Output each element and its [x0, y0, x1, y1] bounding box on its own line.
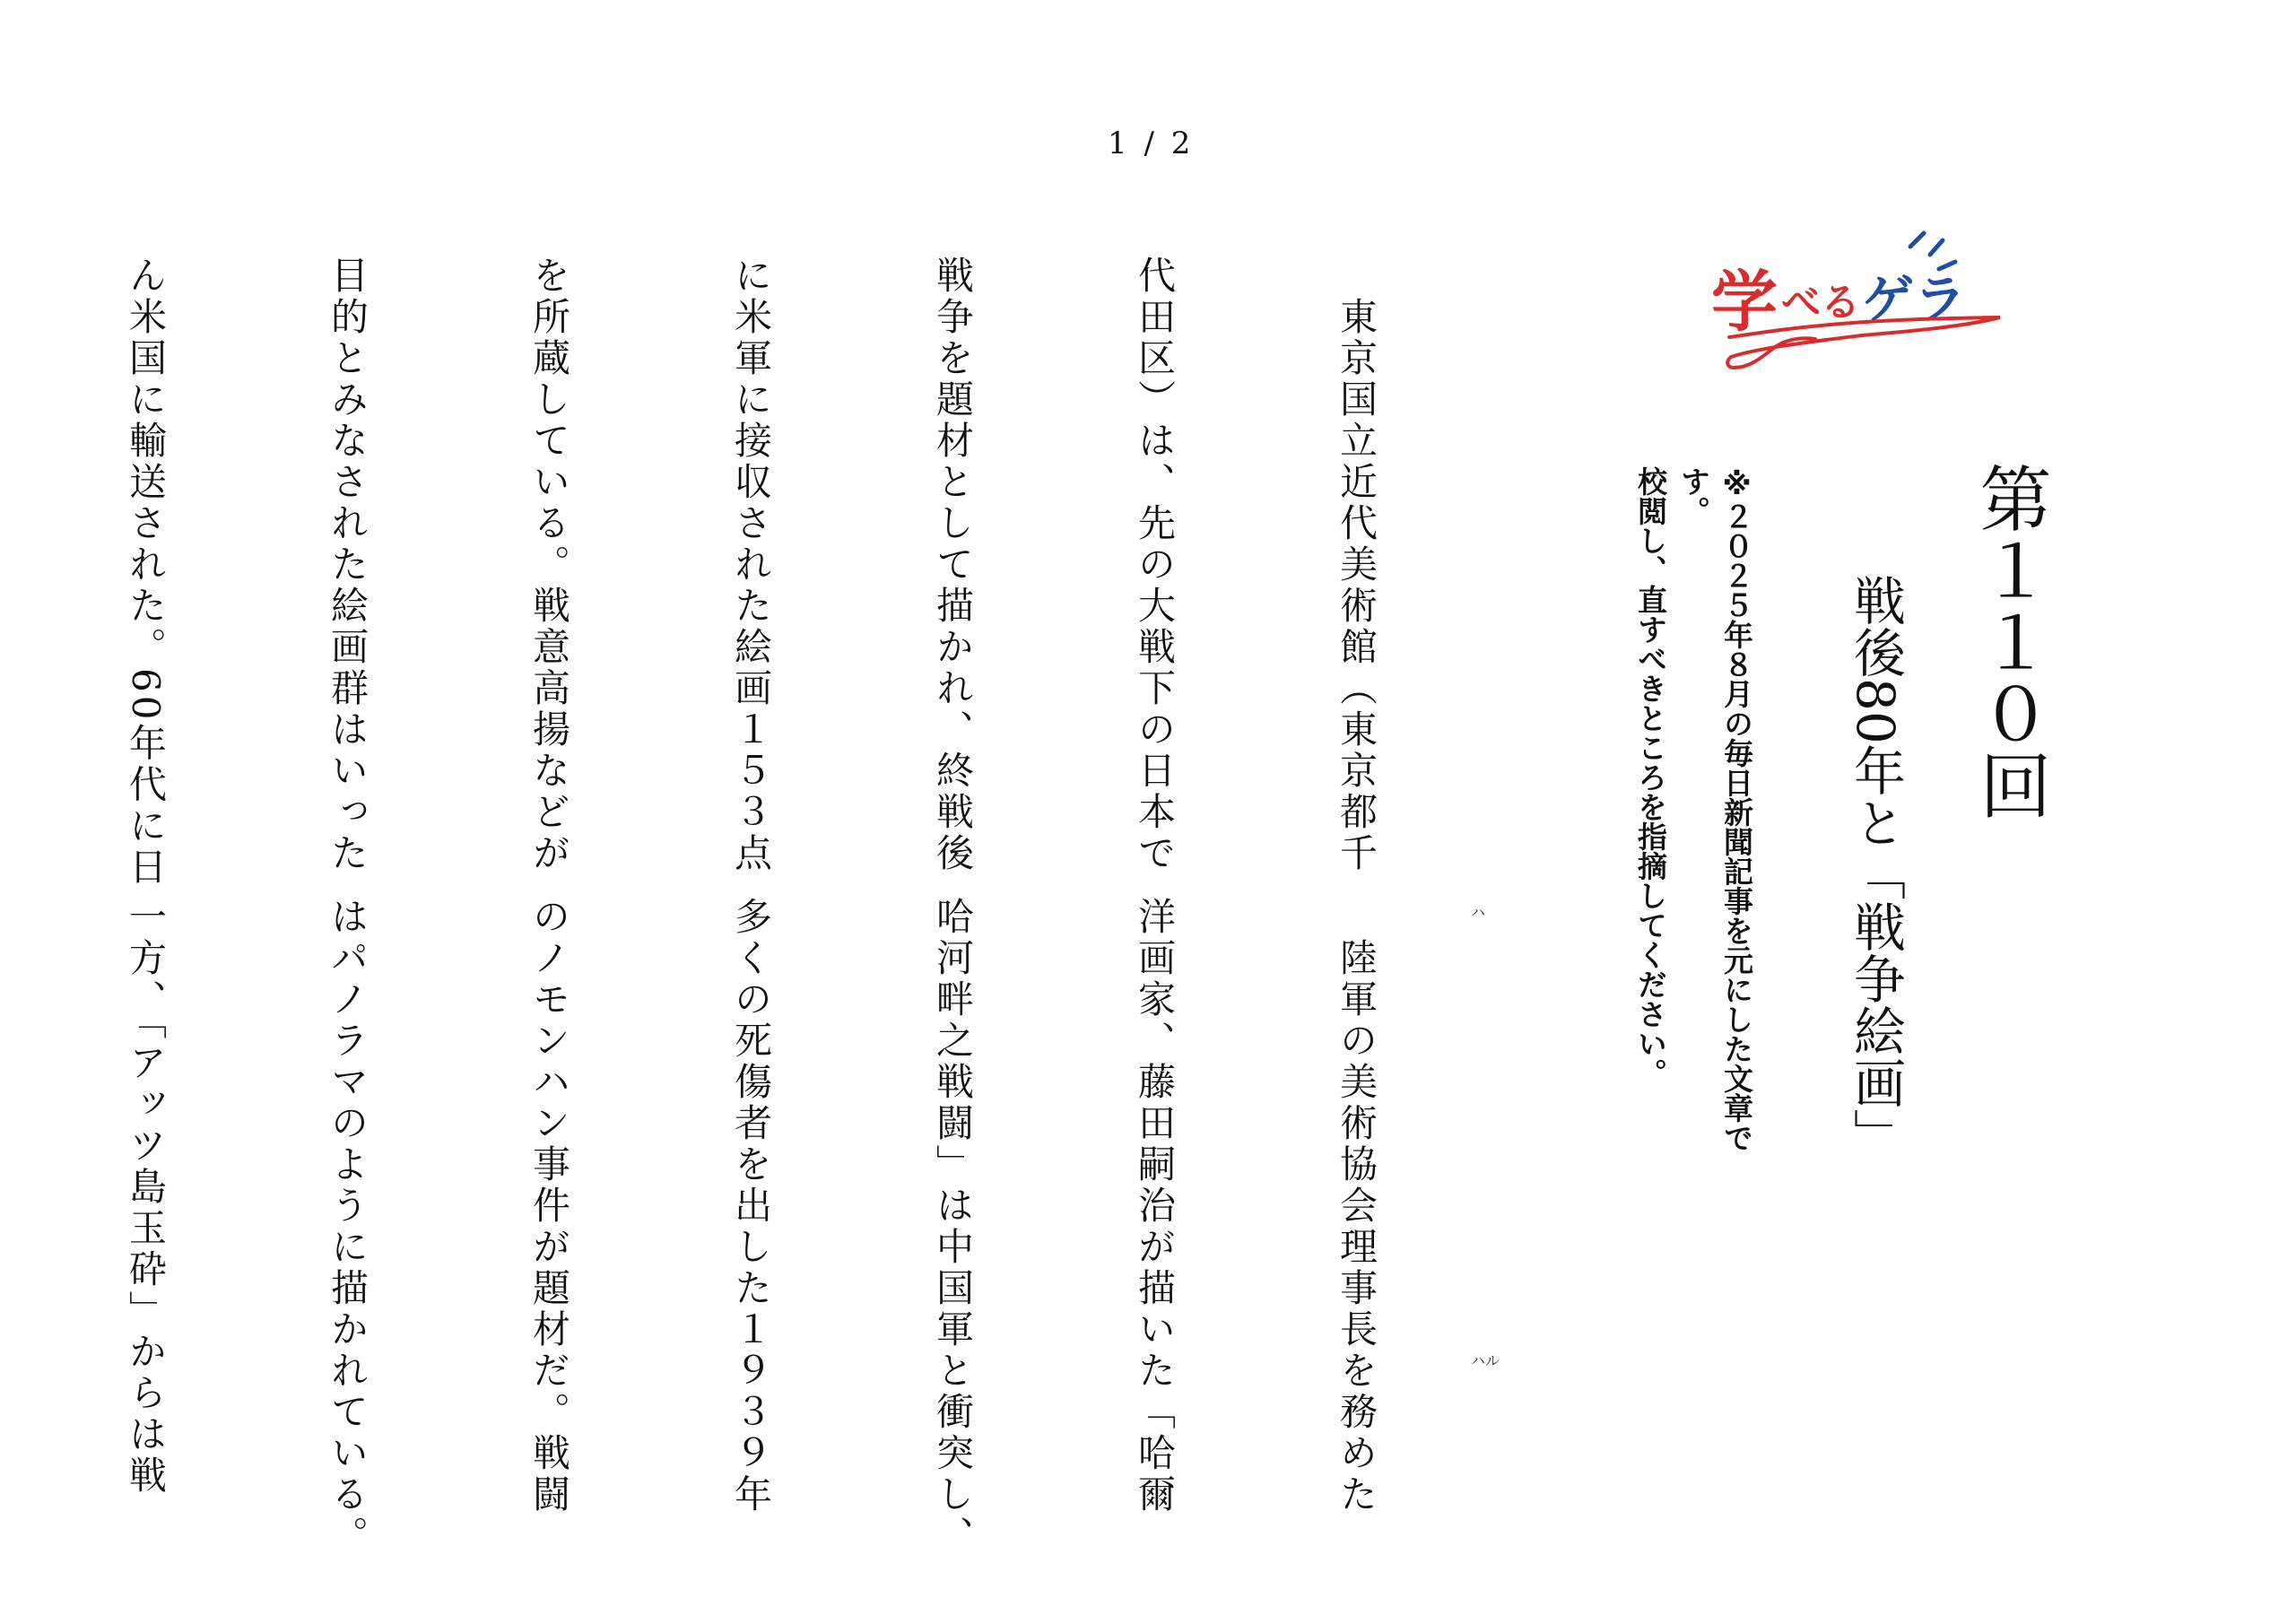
- article-column: 戦争を題材として描かれ、終戦後: [931, 256, 975, 874]
- ruby-ha: ハ: [1471, 904, 1486, 921]
- article-column: 代田区）は、先の大戦下の日本で: [1133, 256, 1177, 874]
- svg-text:ゲラ: ゲラ: [1862, 269, 1967, 330]
- article-column: 洋画家、藤田嗣治が描いた「哈爾: [1133, 897, 1177, 1515]
- manabu-gera-logo: [1704, 224, 2027, 386]
- svg-text:学: 学: [1711, 264, 1778, 341]
- article-column: 哈河畔之戦闘」は中国軍と衝突し、: [931, 897, 975, 1557]
- note-line-1: ※２０２５年８月の毎日新聞記事を元にした文章です。: [1676, 466, 1754, 1152]
- article-column: はパノラマのように描かれている。: [326, 897, 370, 1557]
- ruby-haru: ハル: [1471, 1352, 1500, 1369]
- article-column: ん米国に輸送された。60年代に日: [124, 256, 168, 889]
- article-column: のノモンハン事件が題材だ。戦闘: [527, 897, 571, 1515]
- issue-title: 第１１０回: [1968, 462, 2051, 821]
- article-bottom-block: [0, 897, 1525, 1557]
- article-column: 目的とみなされた絵画群はいった: [326, 256, 370, 874]
- article-column: を所蔵している。戦意高揚などが: [527, 256, 571, 874]
- article-column: 東京国立近代美術館（東京都千: [1335, 256, 1378, 874]
- article-column: 陸軍の美術協会理事長を務めた: [1335, 897, 1378, 1515]
- proofreading-note: [1629, 466, 1758, 1202]
- main-title: 戦後80年と「戦争絵画」: [1845, 574, 1906, 1160]
- page-number: 1 / 2: [1108, 126, 1195, 161]
- article-column: 一方、「アッツ島玉砕」からは戦: [124, 897, 168, 1497]
- note-line-2: 校閲し、直すべきところを指摘してください。: [1633, 466, 1668, 1088]
- svg-text:べる: べる: [1781, 280, 1860, 326]
- logo-graphic: [1704, 224, 2027, 386]
- article-top-block: [0, 256, 1525, 889]
- article-column: 多くの死傷者を出した１９３９年: [729, 897, 773, 1515]
- article-column: に米軍に接収された絵画１５３点: [729, 256, 773, 874]
